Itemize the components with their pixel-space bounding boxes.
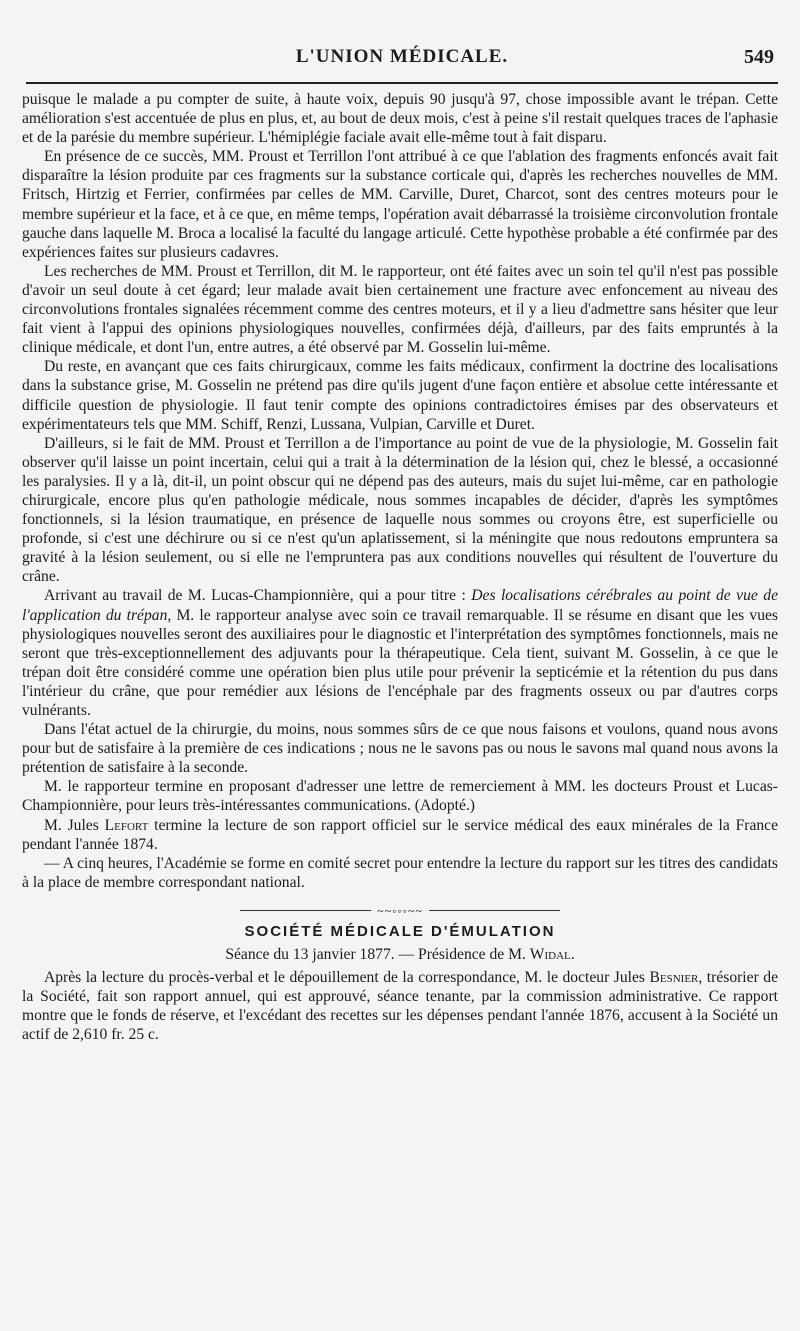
president-name: Widal: [529, 946, 571, 964]
running-header: [22, 44, 782, 74]
article-body: [22, 90, 778, 1045]
divider-ornament: ~~◦◦◦~~: [371, 902, 429, 921]
paragraph: puisque le malade a pu compter de suite, à haute voix, depuis 90 jusqu'à 97, chose impossible avant le trépan. Cette amélioration s'est accentuée de plus en plus, et, au bout de deux mois, c'est à peine s'il restait quelques traces de l'aphasie et de la parésie du membre supérieur. L'hémiplégie faciale avait elle-même tout à fait disparu.: [22, 91, 778, 147]
person-name: Lefort: [104, 816, 149, 834]
paragraph: Du reste, en avançant que ces faits chirurgicaux, comme les faits médicaux, confirment la doctrine des localisations dans la substance grise, M. Gosselin ne prétend pas dire qu'ils jugent d'une façon entière et absolue cette intéressante et difficile question de physiologie. Il faut tenir compte des opinions contradictoires émises par des observateurs et expérimentateurs tels que MM. Schiff, Renzi, Lussana, Vulpian, Carville et Duret.: [22, 358, 778, 433]
paragraph-text: Arrivant au travail de M. Lucas-Championnière, qui a pour titre :: [44, 587, 472, 605]
paragraph: En présence de ce succès, MM. Proust et Terrillon l'ont attribué à ce que l'ablation des fragments enfoncés avait fait disparaître la lésion produite par ces fragments sur la substance corticale qui, d'après les recherches nouvelles de MM. Fritsch, Hirtzig et Ferrier, confirmées par celles de MM. Carville, Duret, Charcot, sont des centres moteurs pour le membre supérieur et la face, et à ce que, en même temps, l'opération avait débarrassé la troisième circonvolution frontale gauche dans laquelle M. Broca a localisé la faculté du langage articulé. Cette hypothèse probable a été confirmée par des expériences faites sur plusieurs cadavres.: [22, 148, 778, 261]
paragraph: [22, 816, 778, 854]
paragraph: Dans l'état actuel de la chirurgie, du moins, nous sommes sûrs de ce que nous faisons et voulons, quand nous avons pour but de satisfaire à la première de ces indications ; nous ne le savons pas ou nous le savons mal quand nous avons la prétention de satisfaire à la seconde.: [22, 721, 778, 777]
section-title: SOCIÉTÉ MÉDICALE D'ÉMULATION: [244, 922, 556, 940]
paragraph: Les recherches de MM. Proust et Terrillon, dit M. le rapporteur, ont été faites avec un soin tel qu'il n'est pas possible d'avoir un seul doute à cet égard; leur malade avait bien certainement une fracture avec enfoncement au niveau des circonvolutions frontales signalées récemment comme des centres moteurs, et il y a lieu d'admettre sans hésiter que leur fait vient à l'appui des opinions physiologiques nouvelles, confirmées déjà, d'ailleurs, par des faits empruntés à la clinique médicale, et dont l'un, entre autres, a été observé par M. Gosselin lui-même.: [22, 262, 778, 357]
session-text: Séance du 13 janvier 1877. — Présidence de M.: [225, 946, 530, 964]
paragraph-text: termine la lecture de son rapport officiel sur le service médical des eaux minérales de la France pendant l'année 1874.: [22, 816, 779, 853]
paragraph: [22, 968, 778, 1044]
paragraph-text: M. le rapporteur analyse avec soin ce travail remarquable. Il se résume en disant que les vues physiologiques nouvelles seront des auxiliaires pour le diagnostic et l'interprétation des symptômes fonctionnels, mais ne seront que très-exceptionnellement des adjuvants pour la thérapeutique. Cela tient, suivant M. Gosselin, à ce que le trépan doit être considéré comme une opération bien plus utile pour prévenir la septicémie et la rétention du pus dans l'intérieur du crâne, que pour remédier aux lésions de l'encéphale par des fragments osseux ou par d'autres corps vulnérants.: [22, 606, 778, 719]
document-page: [22, 0, 782, 1331]
paragraph-text: M. Jules: [44, 816, 105, 834]
paragraph: M. le rapporteur termine en proposant d'adresser une lettre de remerciement à MM. les docteurs Proust et Lucas-Championnière, pour leurs très-intéressantes communications. (Adopté.): [22, 778, 778, 815]
paragraph: [22, 586, 778, 720]
paragraph-text: Après la lecture du procès-verbal et le dépouillement de la correspondance, M. le docteur Jules: [44, 969, 650, 987]
paragraph: — A cinq heures, l'Académie se forme en comité secret pour entendre la lecture du rapport sur les titres des candidats à la place de membre correspondant national.: [22, 854, 778, 891]
journal-title: L'UNION MÉDICALE.: [295, 46, 509, 67]
session-line: [22, 945, 778, 964]
page-number: 549: [744, 46, 774, 68]
work-title: Des localisations cérébrales au point de vue de l'application du trépan,: [22, 587, 778, 624]
section-divider: [240, 902, 560, 920]
header-rule: [26, 82, 778, 84]
person-name: Besnier: [649, 969, 699, 987]
session-text-end: .: [570, 946, 575, 964]
paragraph: D'ailleurs, si le fait de MM. Proust et Terrillon a de l'importance au point de vue de la physiologie, M. Gosselin fait observer qu'il laisse un point incertain, celui qui a trait à la détermination de la lésion qui, chez le blessé, a occasionné les paralysies. Il y a là, dit-il, un point obscur qui ne dépend pas des auteurs, mais du sujet lui-même, car en pathologie chirurgicale, encore plus qu'en pathologie médicale, nous sommes incapables de décider, d'après les symptômes fonctionnels, si la lésion traumatique, en présence de laquelle nous sommes ou croyons être, est superficielle ou profonde, si c'est une déchirure ou si ce n'est qu'un aplatissement, si la méningite que nous redoutons empruntera sa gravité à la lésion seulement, ou si elle ne l'empruntera pas aux conditions nouvelles qui résultent de l'ouverture du crâne.: [22, 434, 778, 586]
paragraph-text: , trésorier de la Société, fait son rapport annuel, qui est approuvé, séance tenante, par la commission administrative. Ce rapport montre que le fonds de réserve, et l'excédant des recettes sur les dépenses pendant l'année 1876, accusent à la Société un actif de 2,610 fr. 25 c.: [22, 969, 778, 1044]
